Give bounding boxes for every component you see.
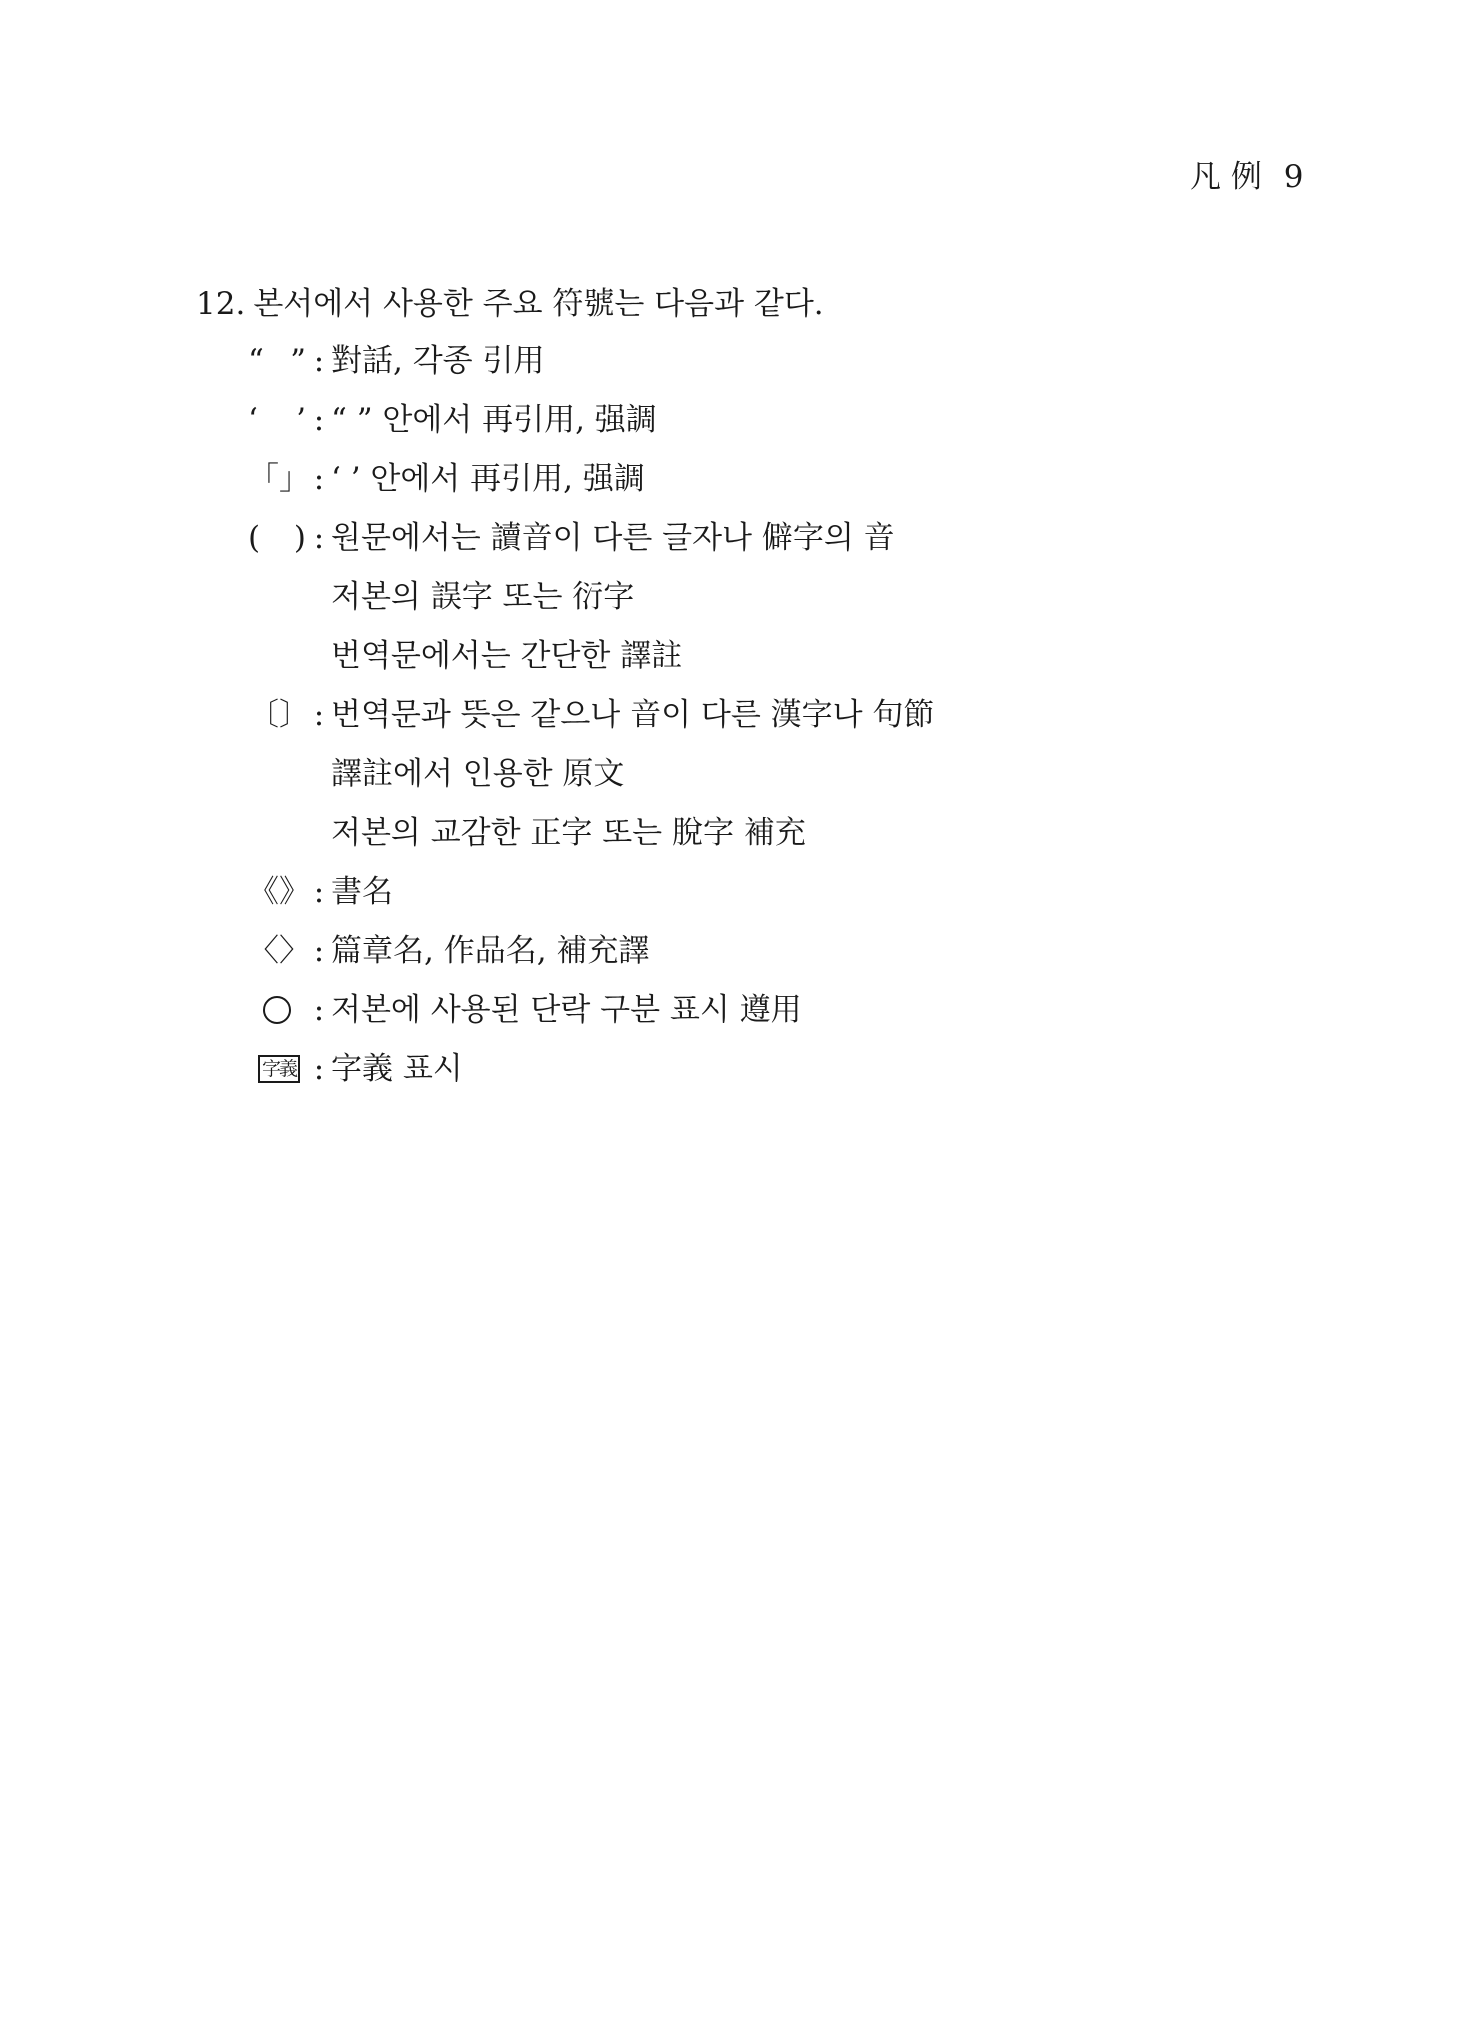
colon: : bbox=[313, 343, 325, 379]
symbol-open: 〈 bbox=[248, 933, 279, 969]
symbol-circle bbox=[248, 990, 306, 1030]
symbol-description-continued: 번역문에서는 간단한 譯註 bbox=[331, 638, 683, 674]
symbol-description: 書名 bbox=[331, 874, 393, 910]
symbol-close: 〕 bbox=[279, 697, 310, 733]
symbol-open: ‘ bbox=[248, 402, 258, 438]
symbol-description: 對話, 각종 引用 bbox=[331, 343, 545, 379]
symbol-parentheses bbox=[248, 518, 306, 558]
symbol-description: 字義 표시 bbox=[331, 1051, 463, 1087]
section-heading-text: 본서에서 사용한 주요 符號는 다음과 같다. bbox=[253, 286, 824, 322]
section-number: 12. bbox=[196, 286, 246, 322]
symbol-open: ( bbox=[248, 520, 261, 556]
symbol-description: 원문에서는 讀音이 다른 글자나 僻字의 音 bbox=[331, 520, 895, 556]
symbol-open: 「 bbox=[248, 461, 279, 497]
symbol-boxed-meaning bbox=[248, 1049, 306, 1089]
symbol-description-continued: 譯註에서 인용한 原文 bbox=[331, 756, 625, 792]
symbol-open: “ bbox=[248, 343, 264, 379]
symbol-angle-brackets bbox=[248, 931, 310, 971]
colon: : bbox=[313, 697, 325, 733]
symbol-description: 篇章名, 作品名, 補充譯 bbox=[331, 933, 650, 969]
symbol-description: “ ” 안에서 再引用, 强調 bbox=[331, 402, 657, 438]
symbol-description-continued: 저본의 誤字 또는 衍字 bbox=[331, 579, 635, 615]
symbol-description-continued: 저본의 교감한 正字 또는 脫字 補充 bbox=[331, 815, 806, 851]
colon: : bbox=[313, 1051, 325, 1087]
symbol-single-quotes bbox=[248, 400, 306, 440]
symbol-close: 」 bbox=[279, 461, 310, 497]
colon: : bbox=[313, 402, 325, 438]
symbol-close: 〉 bbox=[279, 933, 310, 969]
symbol-description: 저본에 사용된 단락 구분 표시 遵用 bbox=[331, 992, 802, 1028]
colon: : bbox=[313, 992, 325, 1028]
colon: : bbox=[313, 520, 325, 556]
colon: : bbox=[313, 933, 325, 969]
symbol-close: ’ bbox=[296, 402, 306, 438]
running-title: 凡 例 bbox=[1190, 159, 1262, 195]
circle-icon bbox=[263, 996, 291, 1024]
symbol-double-quotes bbox=[248, 341, 306, 381]
symbol-description: ‘ ’ 안에서 再引用, 强調 bbox=[331, 461, 645, 497]
symbol-close: ” bbox=[290, 343, 306, 379]
boxed-text-icon: 字義 bbox=[258, 1055, 300, 1083]
symbol-double-angle-brackets bbox=[248, 872, 310, 912]
symbol-open: 〔 bbox=[248, 697, 279, 733]
page-number: 9 bbox=[1283, 159, 1304, 195]
symbol-close: 》 bbox=[279, 874, 310, 910]
symbol-corner-brackets bbox=[248, 459, 310, 499]
section-heading bbox=[196, 284, 824, 324]
symbol-tortoise-brackets bbox=[248, 695, 310, 735]
page-header bbox=[1190, 157, 1430, 197]
symbol-description: 번역문과 뜻은 같으나 音이 다른 漢字나 句節 bbox=[331, 697, 935, 733]
colon: : bbox=[313, 874, 325, 910]
colon: : bbox=[313, 461, 325, 497]
symbol-open: 《 bbox=[248, 874, 279, 910]
symbol-close: ) bbox=[293, 520, 306, 556]
